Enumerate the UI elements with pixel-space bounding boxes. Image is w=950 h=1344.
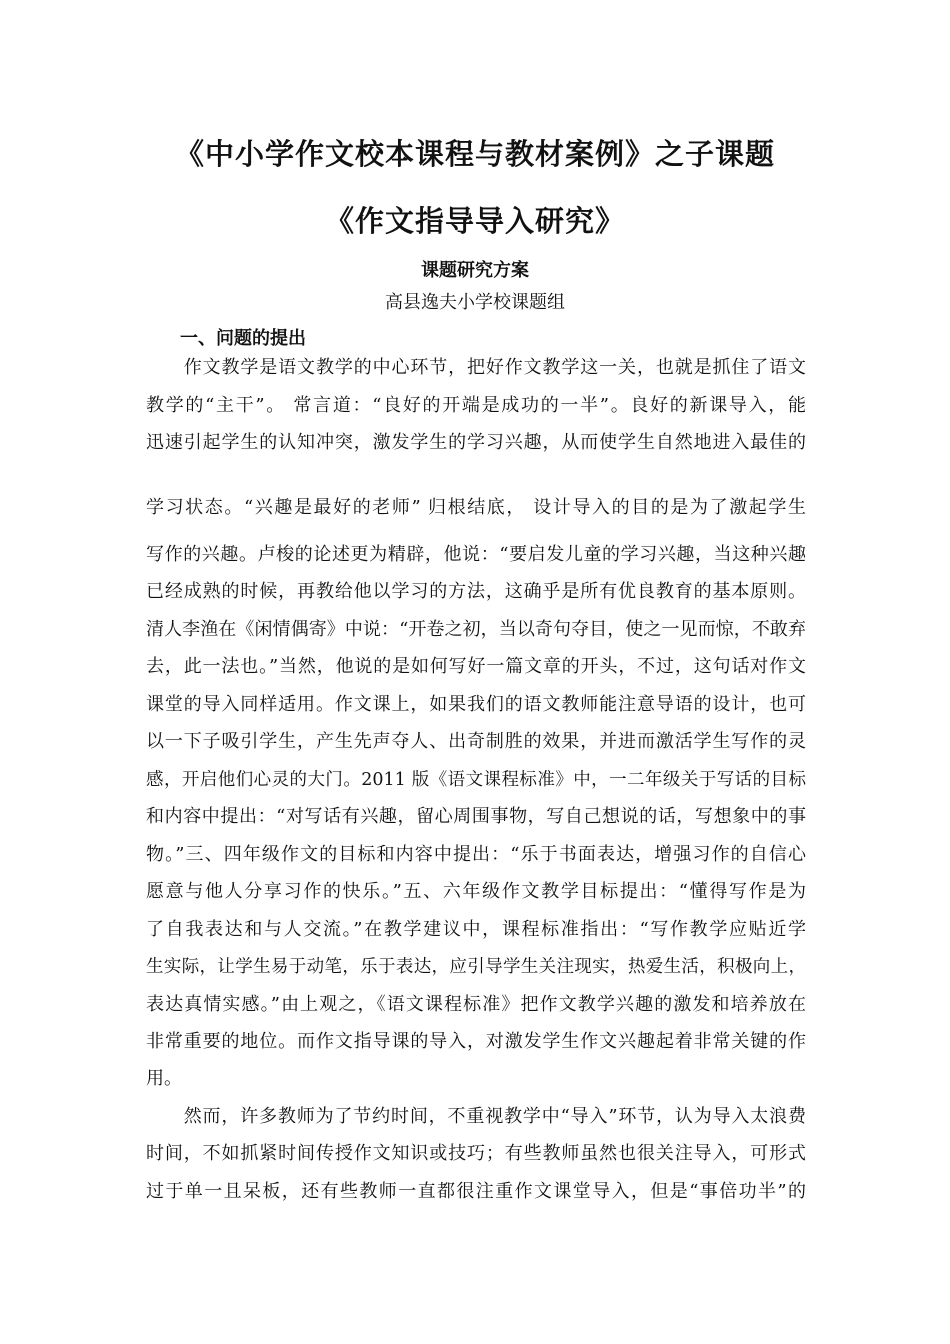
body-line: 写作的兴趣。卢梭的论述更为精辟，他说：“要启发儿童的学习兴趣，当这种兴趣 (146, 544, 806, 565)
body-line: 作文教学是语文教学的中心环节，把好作文教学这一关，也就是抓住了语文 (146, 357, 806, 378)
body-line: 清人李渔在《闲情偶寄》中说：“开卷之初，当以奇句夺目，使之一见而惊，不敢弃 (146, 619, 806, 640)
body-line: 用。 (146, 1068, 182, 1089)
body-line: 物。”三、四年级作文的目标和内容中提出：“乐于书面表达，增强习作的自信心 (146, 844, 806, 865)
body-line: 学习状态。“兴趣是最好的老师” 归根结底， 设计导入的目的是为了激起学生 (146, 497, 806, 518)
body-line: 感，开启他们心灵的大门。2011 版《语文课程标准》中，一二年级关于写话的目标 (146, 770, 806, 790)
body-line: 时间，不如抓紧时间传授作文知识或技巧；有些教师虽然也很关注导入，可形式 (146, 1143, 806, 1164)
body-line: 愿意与他人分享习作的快乐。”五、六年级作文教学目标提出：“懂得写作是为 (146, 881, 806, 902)
body-line: 以一下子吸引学生，产生先声夺人、出奇制胜的效果，并进而激活学生写作的灵 (146, 731, 806, 752)
document-title-line-1: 《中小学作文校本课程与教材案例》之子课题 (174, 137, 775, 171)
document-author: 高县逸夫小学校课题组 (385, 292, 565, 313)
body-line: 课堂的导入同样适用。作文课上，如果我们的语文教师能注意导语的设计，也可 (146, 694, 806, 715)
body-line: 了自我表达和与人交流。”在教学建议中，课程标准指出：“写作教学应贴近学 (146, 919, 806, 940)
body-line: 生实际，让学生易于动笔，乐于表达，应引导学生关注现实，热爱生活，积极向上， (146, 957, 806, 977)
body-line: 非常重要的地位。而作文指导课的导入，对激发学生作文兴趣起着非常关键的作 (146, 1031, 806, 1052)
body-line: 表达真情实感。”由上观之，《语文课程标准》把作文教学兴趣的激发和培养放在 (146, 994, 806, 1015)
body-line: 教学的“主干”。 常言道：“良好的开端是成功的一半”。良好的新课导入，能 (146, 395, 806, 416)
body-line: 过于单一且呆板，还有些教师一直都很注重作文课堂导入，但是“事倍功半”的 (146, 1181, 806, 1202)
body-line: 然而，许多教师为了节约时间，不重视教学中“导入”环节，认为导入太浪费 (146, 1106, 806, 1127)
section-heading: 一、问题的提出 (180, 328, 306, 349)
body-line: 已经成熟的时候，再教给他以学习的方法，这确乎是所有优良教育的基本原则。 (146, 581, 806, 602)
body-line: 和内容中提出：“对写话有兴趣，留心周围事物，写自己想说的话，写想象中的事 (146, 806, 806, 827)
document-title-line-2: 《作文指导导入研究》 (324, 204, 625, 238)
document-subtitle: 课题研究方案 (421, 260, 529, 281)
body-line: 迅速引起学生的认知冲突，激发学生的学习兴趣，从而使学生自然地进入最佳的 (146, 432, 806, 453)
body-line: 去，此一法也。”当然，他说的是如何写好一篇文章的开头，不过，这句话对作文 (146, 656, 806, 677)
